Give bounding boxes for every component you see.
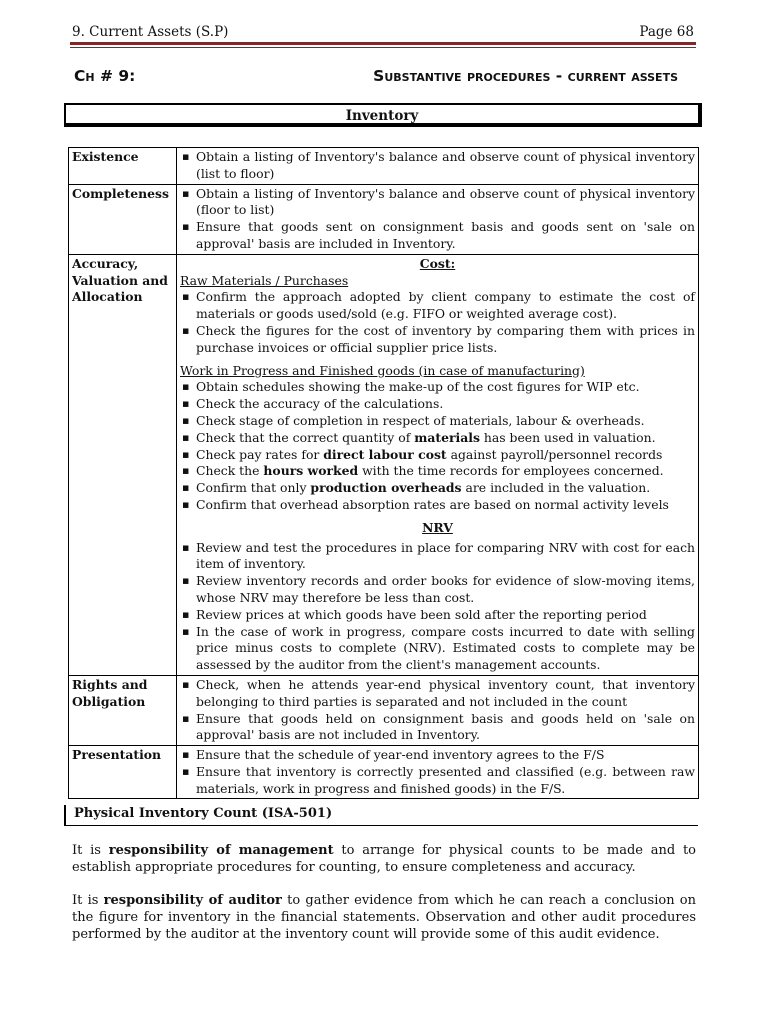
chapter-title: Substantive procedures - current assets bbox=[373, 67, 678, 85]
nrv-heading: NRV bbox=[422, 519, 453, 535]
assertion-label: Presentation bbox=[69, 746, 177, 799]
label-line: Valuation and bbox=[72, 272, 168, 288]
page-header bbox=[70, 22, 696, 42]
assertion-procedures bbox=[177, 184, 699, 254]
assertion-procedures bbox=[177, 254, 699, 675]
chapter-number: Ch # 9: bbox=[74, 67, 136, 85]
chapter-reference: 9. Current Assets (S.P) bbox=[72, 24, 229, 40]
list-item: ▪ Review prices at which goods have been sold after the reporting period bbox=[180, 607, 695, 624]
section-title-box bbox=[64, 103, 702, 127]
list-item: ▪ Check the accuracy of the calculations. bbox=[180, 396, 695, 413]
list-item: ▪ Check stage of completion in respect of materials, labour & overheads. bbox=[180, 413, 695, 430]
table-row-accuracy bbox=[69, 254, 699, 675]
list-item: ▪ Obtain schedules showing the make-up of the cost figures for WIP etc. bbox=[180, 379, 695, 396]
list-item: ▪ Review inventory records and order books for evidence of slow-moving items, whose NRV may therefore be less than cost. bbox=[180, 573, 695, 607]
list-item: ▪ Check, when he attends year-end physical inventory count, that inventory belonging to third parties is separated and not included in the count bbox=[180, 677, 695, 711]
list-item: ▪ Check the figures for the cost of inventory by comparing them with prices in purchase invoices or official supplier price lists. bbox=[180, 323, 695, 357]
raw-materials-heading: Raw Materials / Purchases bbox=[180, 272, 349, 288]
list-item: ▪ In the case of work in progress, compare costs incurred to date with selling price minus costs to complete (NRV). Estimated costs to complete may be assessed by the auditor from the client's management accounts. bbox=[180, 624, 695, 674]
list-item: ▪ Ensure that goods sent on consignment basis and goods sent on 'sale on approval' basis are included in Inventory. bbox=[180, 219, 695, 253]
list-item: ▪ Check the hours worked with the time records for employees concerned. bbox=[180, 463, 695, 480]
assertion-label: Completeness bbox=[69, 184, 177, 254]
assertion-procedures bbox=[177, 746, 699, 799]
assertion-label bbox=[69, 254, 177, 675]
list-item: ▪ Ensure that inventory is correctly presented and classified (e.g. between raw materials, work in progress and finished goods) in the F/S. bbox=[180, 764, 695, 798]
list-item: ▪ Check pay rates for direct labour cost against payroll/personnel records bbox=[180, 447, 695, 464]
list-item: ▪ Ensure that the schedule of year-end inventory agrees to the F/S bbox=[180, 747, 695, 764]
header-rule-thick bbox=[70, 42, 696, 45]
wip-heading: Work in Progress and Finished goods (in case of manufacturing) bbox=[180, 362, 585, 378]
list-item: ▪ Obtain a listing of Inventory's balance and observe count of physical inventory (floor to list) bbox=[180, 186, 695, 220]
list-item: ▪ Obtain a listing of Inventory's balance and observe count of physical inventory (list to floor) bbox=[180, 149, 695, 183]
paragraph-auditor: It is responsibility of auditor to gather evidence from which he can reach a conclusion on the figure for inventory in the financial statements. Observation and other audit procedures performed by the auditor at the inventory count will provide some of this audit evidence. bbox=[72, 893, 696, 942]
list-item: ▪ Confirm the approach adopted by client company to estimate the cost of materials or goods used/sold (e.g. FIFO or weighted average cost). bbox=[180, 289, 695, 323]
list-item: ▪ Check that the correct quantity of materials has been used in valuation. bbox=[180, 430, 695, 447]
section-title: Inventory bbox=[345, 108, 419, 124]
label-line: Rights and bbox=[72, 676, 148, 692]
paragraph-management: It is responsibility of management to arrange for physical counts to be made and to establish appropriate procedures for counting, to ensure completeness and accuracy. bbox=[72, 843, 696, 875]
list-item: ▪ Review and test the procedures in place for comparing NRV with cost for each item of inventory. bbox=[180, 540, 695, 574]
header-rule-thin bbox=[70, 47, 696, 48]
page-number: Page 68 bbox=[639, 24, 694, 40]
assertions-table bbox=[68, 147, 699, 799]
label-line: Allocation bbox=[72, 289, 143, 305]
chapter-heading bbox=[74, 67, 678, 87]
table-row-rights bbox=[69, 675, 699, 745]
table-row-completeness bbox=[69, 184, 699, 254]
assertion-label: Existence bbox=[69, 148, 177, 185]
list-item: ▪ Confirm that overhead absorption rates are based on normal activity levels bbox=[180, 497, 695, 514]
subsection-heading bbox=[64, 805, 698, 826]
cost-heading: Cost: bbox=[419, 255, 456, 271]
label-line: Obligation bbox=[72, 693, 146, 709]
assertion-label bbox=[69, 675, 177, 745]
table-row-presentation bbox=[69, 746, 699, 799]
table-row-existence bbox=[69, 148, 699, 185]
label-line: Accuracy, bbox=[72, 255, 139, 271]
subsection-title: Physical Inventory Count (ISA-501) bbox=[74, 806, 333, 821]
assertion-procedures bbox=[177, 675, 699, 745]
list-item: ▪ Confirm that only production overheads are included in the valuation. bbox=[180, 480, 695, 497]
list-item: ▪ Ensure that goods held on consignment basis and goods held on 'sale on approval' basis are not included in Inventory. bbox=[180, 711, 695, 745]
assertion-procedures bbox=[177, 148, 699, 185]
